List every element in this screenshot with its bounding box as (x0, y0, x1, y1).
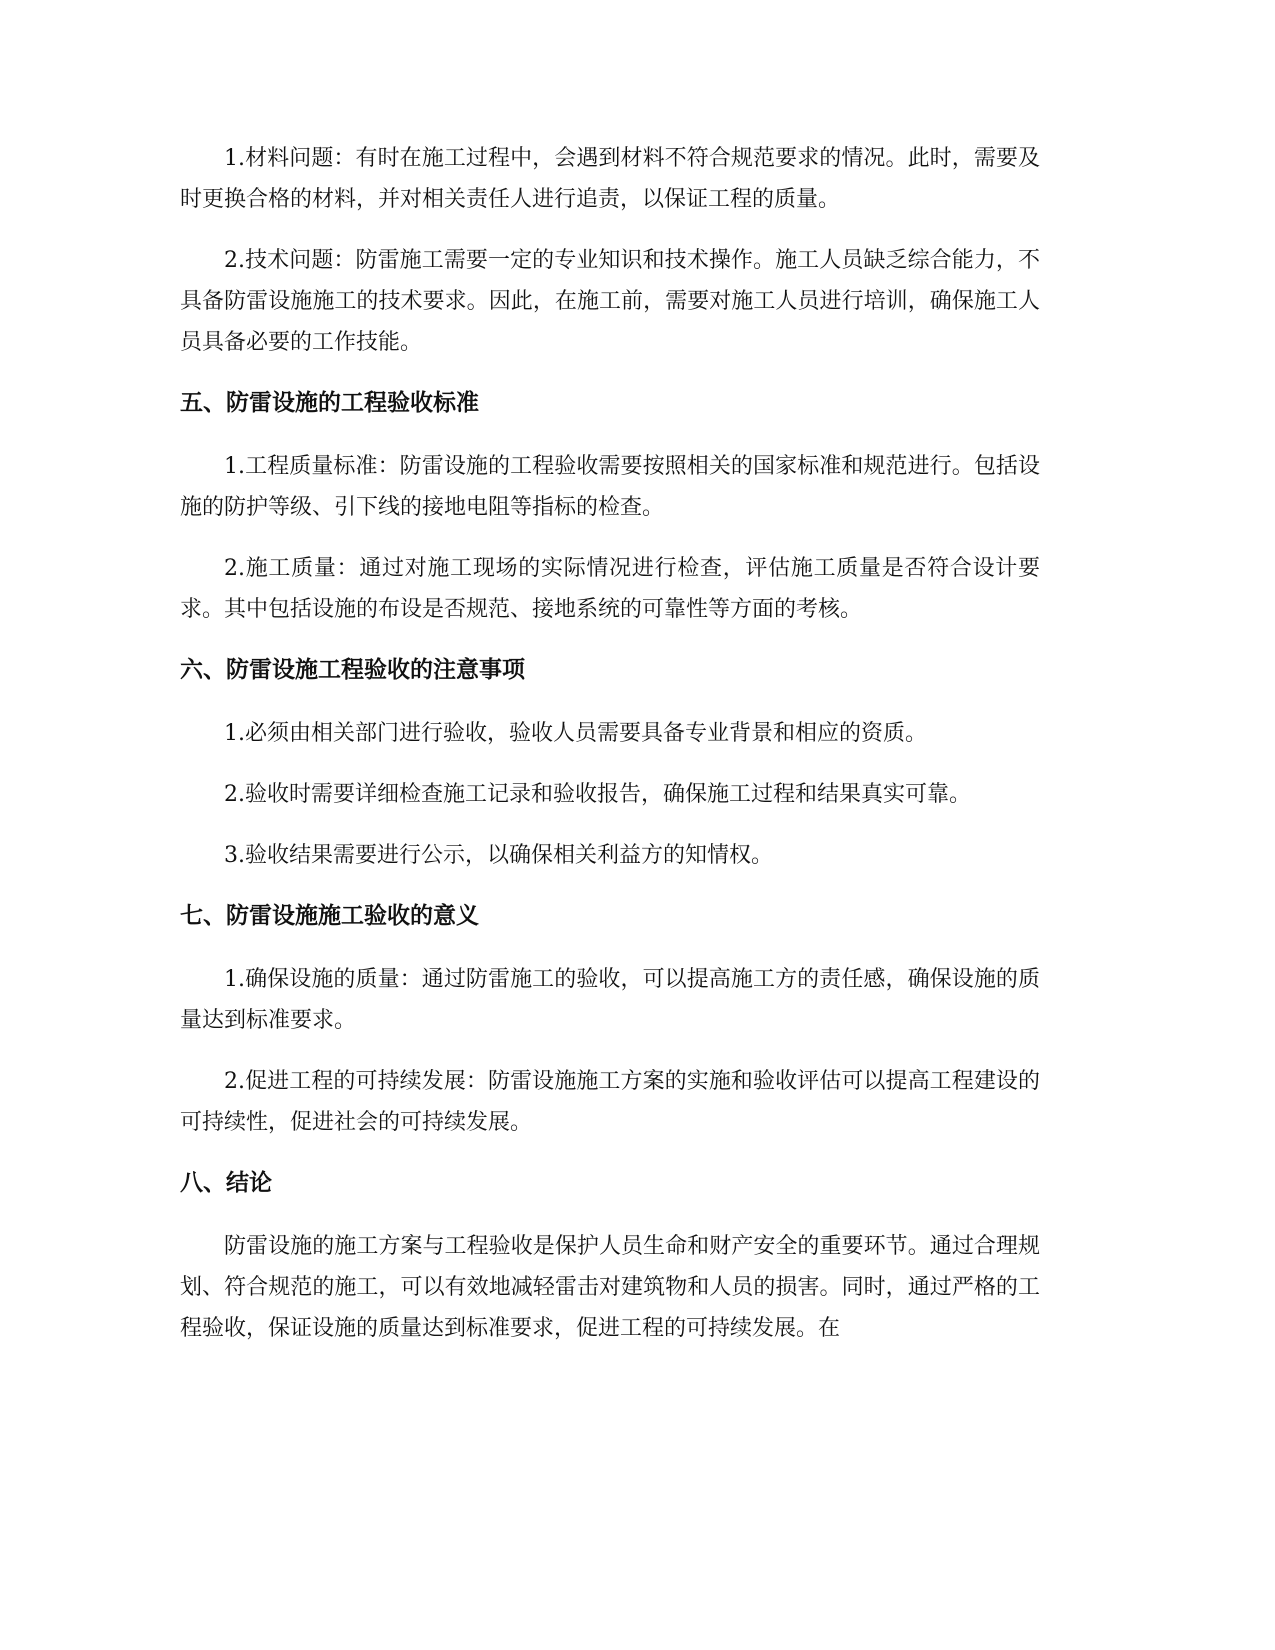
paragraph-note-3: 3.验收结果需要进行公示，以确保相关利益方的知情权。 (224, 843, 773, 868)
paragraph-quality-standard: 1.工程质量标准：防雷设施的工程验收需要按照相关的国家标准和规范进行。包括设施的防护等级、引下线的接地电阻等指标的检查。 (180, 454, 1040, 520)
paragraph-note-1: 1.必须由相关部门进行验收，验收人员需要具备专业背景和相应的资质。 (224, 721, 927, 746)
paragraph-conclusion: 防雷设施的施工方案与工程验收是保护人员生命和财产安全的重要环节。通过合理规划、符合规范的施工，可以有效地减轻雷击对建筑物和人员的损害。同时，通过严格的工程验收，保证设施的质量达到标准要求，促进工程的可持续发展。在 (180, 1234, 1040, 1341)
heading-section-5: 五、防雷设施的工程验收标准 (180, 390, 479, 416)
heading-section-8: 八、结论 (180, 1170, 272, 1196)
paragraph-significance-1: 1.确保设施的质量：通过防雷施工的验收，可以提高施工方的责任感，确保设施的质量达到标准要求。 (180, 967, 1040, 1033)
paragraph-material-issue: 1.材料问题：有时在施工过程中，会遇到材料不符合规范要求的情况。此时，需要及时更换合格的材料，并对相关责任人进行追责，以保证工程的质量。 (180, 146, 1040, 212)
paragraph-construction-quality: 2.施工质量：通过对施工现场的实际情况进行检查，评估施工质量是否符合设计要求。其中包括设施的布设是否规范、接地系统的可靠性等方面的考核。 (180, 556, 1040, 622)
document-page (180, 138, 1040, 1369)
paragraph-significance-2: 2.促进工程的可持续发展：防雷设施施工方案的实施和验收评估可以提高工程建设的可持续性，促进社会的可持续发展。 (180, 1069, 1040, 1135)
paragraph-technical-issue: 2.技术问题：防雷施工需要一定的专业知识和技术操作。施工人员缺乏综合能力，不具备防雷设施施工的技术要求。因此，在施工前，需要对施工人员进行培训，确保施工人员具备必要的工作技能。 (180, 248, 1040, 355)
heading-section-6: 六、防雷设施工程验收的注意事项 (180, 657, 525, 683)
heading-section-7: 七、防雷设施施工验收的意义 (180, 903, 479, 929)
paragraph-note-2: 2.验收时需要详细检查施工记录和验收报告，确保施工过程和结果真实可靠。 (224, 782, 971, 807)
